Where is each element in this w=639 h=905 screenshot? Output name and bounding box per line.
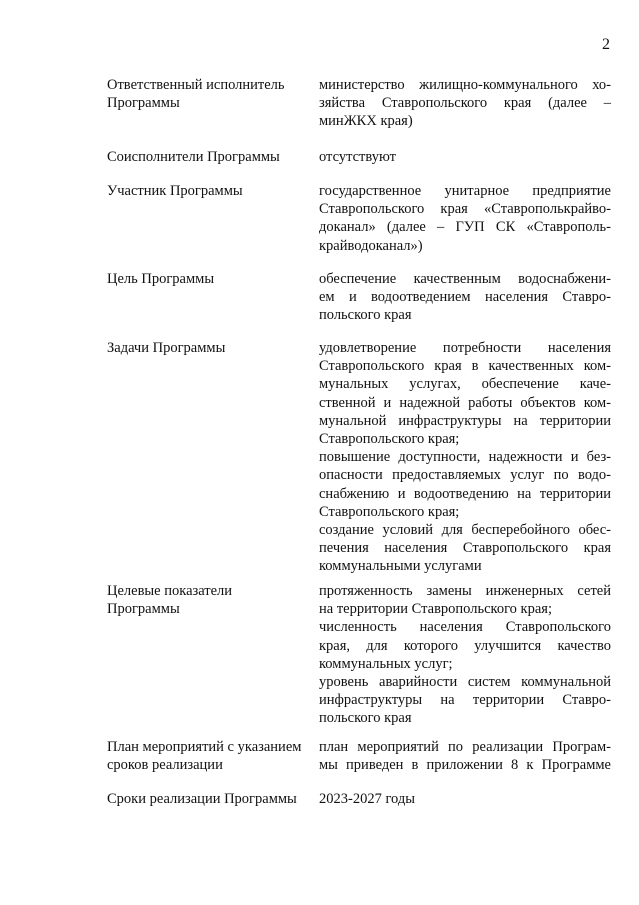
value-line: мунальной инфраструктуры на территории	[319, 412, 611, 429]
row-value	[319, 790, 611, 808]
value-line: Ставропольского края в качественных ком-	[319, 358, 611, 375]
row-value	[319, 582, 611, 728]
value-line: коммунальных услуг;	[319, 655, 453, 672]
label-line: Участник Программы	[107, 183, 243, 199]
value-line: коммунальными услугами	[319, 558, 482, 575]
value-line: численность населения Ставропольского	[319, 619, 611, 636]
value-line: протяженность замены инженерных сетей	[319, 583, 611, 599]
row-value	[319, 148, 611, 166]
row-label	[107, 76, 312, 112]
value-line: Ставропольского края;	[319, 431, 460, 448]
row-label	[107, 582, 312, 618]
value-line: инфраструктуры на территории Ставро-	[319, 692, 611, 709]
value-line: крайводоканал»)	[319, 237, 423, 254]
row-value	[319, 182, 611, 255]
value-line: государственное унитарное предприятие	[319, 183, 611, 199]
label-line: Целевые показатели	[107, 583, 233, 599]
value-line: на территории Ставропольского края;	[319, 601, 552, 618]
value-line: зяйства Ставропольского края (далее –	[319, 95, 611, 112]
value-line: ем и водоотведением населения Ставро-	[319, 289, 611, 306]
value-line: Ставропольского края «Ставрополькрайво-	[319, 201, 611, 218]
row-label	[107, 182, 312, 200]
value-line: края, для которого улучшится качество	[319, 637, 611, 654]
row-value	[319, 76, 611, 131]
value-line: снабжению и водоотведению на территории	[319, 485, 611, 502]
label-line: Ответственный исполнитель	[107, 77, 285, 93]
row-label	[107, 790, 312, 808]
label-line: Задачи Программы	[107, 340, 226, 356]
value-line: Ставропольского края;	[319, 503, 460, 520]
label-line: Цель Программы	[107, 271, 215, 287]
value-line: ственной и надежной работы объектов ком-	[319, 394, 611, 411]
value-line: удовлетворение потребности населения	[319, 340, 611, 356]
value-line: создание условий для бесперебойного обес-	[319, 522, 611, 539]
value-line: обеспечение качественным водоснабжени-	[319, 271, 611, 287]
row-value	[319, 339, 611, 576]
row-label	[107, 148, 312, 166]
value-line: опасности предоставляемых услуг по водо-	[319, 467, 611, 484]
value-line: минЖКХ края)	[319, 113, 413, 130]
label-line: Программы	[107, 601, 180, 618]
value-line: мы приведен в приложении 8 к Программе	[319, 757, 611, 774]
label-line: План мероприятий с указанием	[107, 739, 302, 755]
label-line: сроков реализации	[107, 757, 223, 774]
value-line: мунальных услугах, обеспечение каче-	[319, 376, 611, 393]
page-number: 2	[602, 36, 610, 53]
value-line: план мероприятий по реализации Програм-	[319, 739, 611, 755]
value-line: 2023-2027 годы	[319, 791, 415, 807]
row-value	[319, 270, 611, 325]
value-line: повышение доступности, надежности и без-	[319, 449, 611, 466]
value-line: министерство жилищно-коммунального хо-	[319, 77, 611, 93]
value-line: доканал» (далее – ГУП СК «Ставрополь-	[319, 219, 611, 236]
label-line: Соисполнители Программы	[107, 149, 280, 165]
value-line: польского края	[319, 710, 412, 727]
row-label	[107, 738, 312, 774]
row-label	[107, 339, 312, 357]
row-value	[319, 738, 611, 774]
label-line: Программы	[107, 95, 180, 112]
value-line: печения населения Ставропольского края	[319, 540, 611, 557]
value-line: польского края	[319, 307, 412, 324]
value-line: уровень аварийности систем коммунальной	[319, 674, 611, 691]
label-line: Сроки реализации Программы	[107, 791, 297, 807]
value-line: отсутствуют	[319, 149, 396, 165]
row-label	[107, 270, 312, 288]
